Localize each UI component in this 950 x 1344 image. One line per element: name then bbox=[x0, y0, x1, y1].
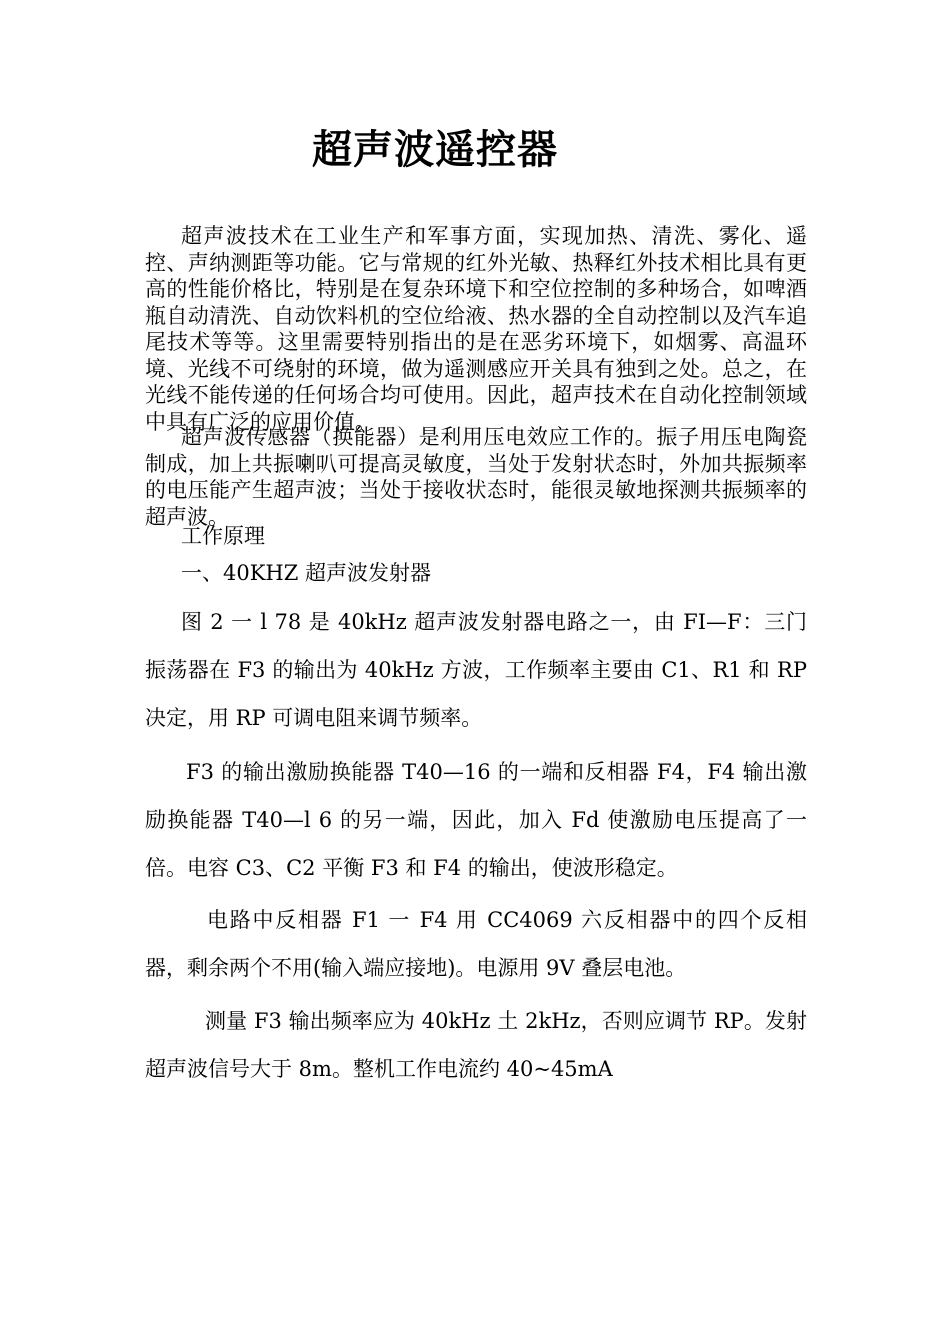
subsection-heading-transmitter: 一、40KHZ 超声波发射器 bbox=[181, 561, 431, 585]
document-title: 超声波遥控器 bbox=[312, 126, 558, 173]
paragraph-transducer: 超声波传感器（换能器）是利用压电效应工作的。振子用压电陶瓷制成，加上共振喇叭可提高灵敏度，当处于发射状态时，外加共振频率的电压能产生超声波；当处于接收状态时，能很灵敏地探测共振频率的超声波。 bbox=[145, 425, 807, 529]
paragraph-measurement: 测量 F3 输出频率应为 40kHz 土 2kHz，否则应调节 RP。发射超声波信号大于 8m。整机工作电流约 40~45mA bbox=[145, 1009, 807, 1081]
paragraph-intro: 超声波技术在工业生产和军事方面，实现加热、清洗、雾化、遥控、声纳测距等功能。它与常规的红外光敏、热释红外技术相比具有更高的性能价格比，特别是在复杂环境下和空位控制的多种场合，如啤酒瓶自动清洗、自动饮料机的空位给液、热水器的全自动控制以及汽车追尾技术等等。这里需要特别指出的是在恶劣环境下，如烟雾、高温环境、光线不可绕射的环境，做为遥测感应开关具有独到之处。总之，在光线不能传递的任何场合均可使用。因此，超声技术在自动化控制领域中具有广泛的应用价值。 bbox=[145, 224, 807, 434]
paragraph-f3-output: F3 的输出激励换能器 T40—16 的一端和反相器 F4，F4 输出激励换能器 T40—l 6 的另一端，因此，加入 Fd 使激励电压提高了一倍。电容 C3、C2 平衡 F3 和 F4 的输出，使波形稳定。 bbox=[145, 760, 807, 880]
paragraph-inverters: 电路中反相器 F1 一 F4 用 CC4069 六反相器中的四个反相器，剩余两个不用(输入端应接地)。电源用 9V 叠层电池。 bbox=[145, 908, 807, 980]
section-heading-principle: 工作原理 bbox=[181, 524, 265, 548]
paragraph-circuit-figure: 图 2 一 l 78 是 40kHz 超声波发射器电路之一，由 FI—F：三门振荡器在 F3 的输出为 40kHz 方波，工作频率主要由 C1、R1 和 RP 决定，用 RP 可调电阻来调节频率。 bbox=[145, 610, 807, 730]
